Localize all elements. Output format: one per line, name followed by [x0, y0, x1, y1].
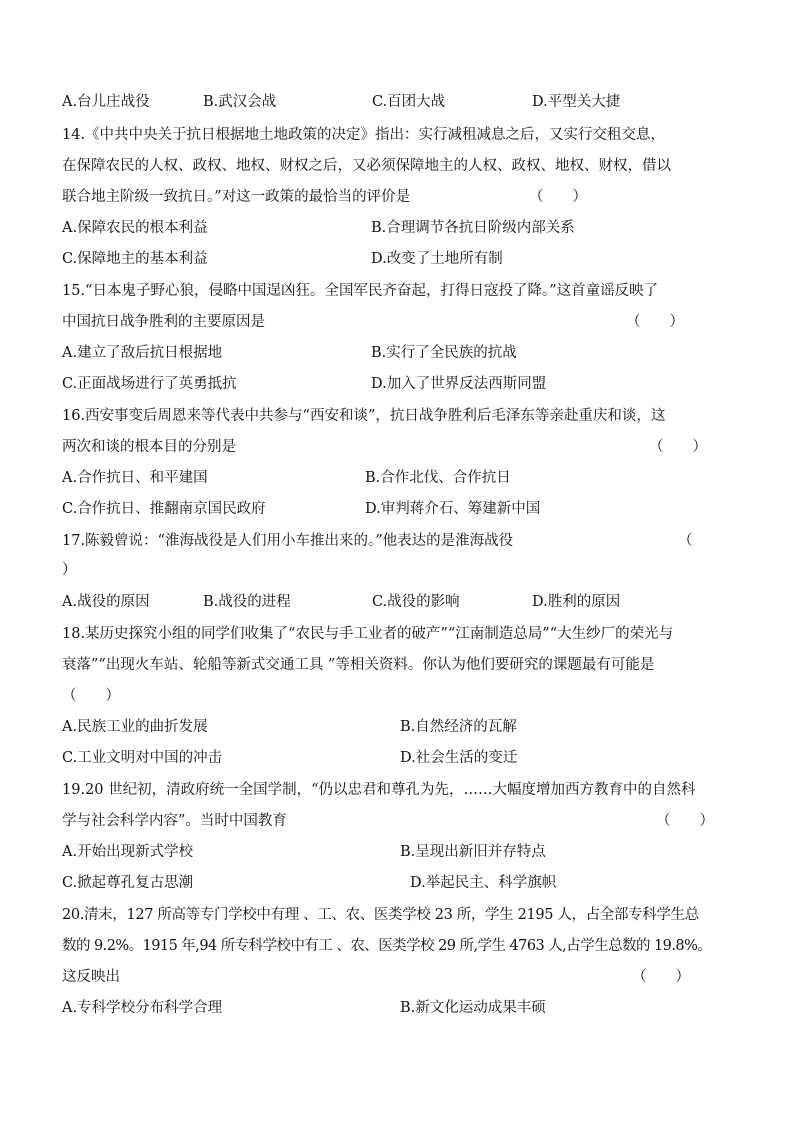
- q17-answer-paren-close: ）: [62, 562, 77, 578]
- q19-option-b: B.呈现出新旧并存特点: [400, 844, 546, 860]
- q17-option-a: A.战役的原因: [62, 594, 150, 610]
- q15-option-b: B.实行了全民族的抗战: [371, 345, 517, 361]
- q18-option-b: B.自然经济的瓦解: [400, 719, 517, 735]
- q14-option-b: B.合理调节各抗日阶级内部关系: [371, 220, 575, 236]
- q19-option-a: A.开始出现新式学校: [62, 844, 194, 860]
- q20-option-b: B.新文化运动成果丰硕: [400, 1000, 546, 1016]
- q20-answer-paren: （ ）: [632, 969, 690, 985]
- q14-answer-paren: （ ）: [529, 189, 587, 205]
- q17-option-c: C.战役的影响: [372, 594, 460, 610]
- q15-stem-line-2: 中国抗日战争胜利的主要原因是: [62, 314, 265, 330]
- q19-stem-line-1: 19.20 世纪初，清政府统一全国学制，“仍以忠君和尊孔为先，……大幅度增加西方教育中的自然科: [62, 782, 696, 798]
- q19-answer-paren: （ ）: [656, 813, 714, 829]
- q18-answer-paren: （ ）: [62, 688, 120, 704]
- q19-stem-line-2: 学与社会科学内容”。当时中国教育: [62, 813, 287, 829]
- q18-option-a: A.民族工业的曲折发展: [62, 719, 208, 735]
- q16-stem-line-2: 两次和谈的根本目的分别是: [62, 439, 236, 455]
- q14-stem-line-1: 14.《中共中央关于抗日根据地土地政策的决定》指出：实行减租减息之后，又实行交租交息，: [62, 127, 666, 143]
- q18-option-c: C.工业文明对中国的冲击: [62, 750, 223, 766]
- q20-stem-line-2: 数的 9.2%。1915 年,94 所专科学校中有工 、农、医类学校 29 所,学生 4763 人,占学生总数的 19.8%。: [62, 938, 712, 954]
- q18-stem-line-1: 18.某历史探究小组的同学们收集了“农民与手工业者的破产”“江南制造总局”“大生纱厂的荣光与: [62, 626, 674, 642]
- q15-option-a: A.建立了敌后抗日根据地: [62, 345, 223, 361]
- q13-option-d: D.平型关大捷: [532, 94, 621, 110]
- q17-option-d: D.胜利的原因: [532, 594, 621, 610]
- q16-option-b: B.合作北伐、合作抗日: [365, 470, 511, 486]
- q13-option-c: C.百团大战: [372, 94, 446, 110]
- q13-option-a: A.台儿庄战役: [62, 94, 150, 110]
- q15-option-c: C.正面战场进行了英勇抵抗: [62, 376, 237, 392]
- q19-option-d: D.举起民主、科学旗帜: [410, 875, 557, 891]
- q14-stem-line-2: 在保障农民的人权、政权、地权、财权之后，又必须保障地主的人权、政权、地权、财权，借以: [62, 158, 671, 174]
- q14-option-a: A.保障农民的根本利益: [62, 220, 208, 236]
- q20-stem-line-1: 20.清末，127 所高等专门学校中有理 、工、农、医类学校 23 所，学生 2195 人，占全部专科学生总: [62, 907, 699, 923]
- q16-option-c: C.合作抗日、推翻南京国民政府: [62, 501, 266, 517]
- q13-option-b: B.武汉会战: [203, 94, 277, 110]
- q14-option-c: C.保障地主的基本利益: [62, 251, 208, 267]
- q20-option-a: A.专科学校分布科学合理: [62, 1000, 223, 1016]
- q16-answer-paren: （ ）: [649, 439, 707, 455]
- q17-answer-paren-open: （: [678, 533, 693, 549]
- q19-option-c: C.掀起尊孔复古思潮: [62, 875, 194, 891]
- q20-stem-line-3: 这反映出: [62, 969, 120, 985]
- q18-stem-line-2: 衰落”“出现火车站、轮船等新式交通工具 ”等相关资料。你认为他们要研究的课题最有可能是: [62, 657, 655, 673]
- q16-stem-line-1: 16.西安事变后周恩来等代表中共参与“西安和谈”，抗日战争胜利后毛泽东等亲赴重庆和谈，这: [62, 408, 666, 424]
- q18-option-d: D.社会生活的变迁: [400, 750, 518, 766]
- q15-stem-line-1: 15.“日本鬼子野心狼，侵略中国逞凶狂。全国军民齐奋起，打得日寇投了降。”这首童谣反映了: [62, 283, 659, 299]
- q14-stem-line-3: 联合地主阶级一致抗日。”对这一政策的最恰当的评价是: [62, 189, 411, 205]
- q16-option-a: A.合作抗日、和平建国: [62, 470, 208, 486]
- q17-stem-line-1: 17.陈毅曾说：“淮海战役是人们用小车推出来的。”他表达的是淮海战役: [62, 533, 514, 549]
- q15-answer-paren: （ ）: [626, 314, 684, 330]
- q15-option-d: D.加入了世界反法西斯同盟: [371, 376, 547, 392]
- q17-option-b: B.战役的进程: [203, 594, 291, 610]
- q16-option-d: D.审判蒋介石、筹建新中国: [365, 501, 541, 517]
- q14-option-d: D.改变了土地所有制: [371, 251, 503, 267]
